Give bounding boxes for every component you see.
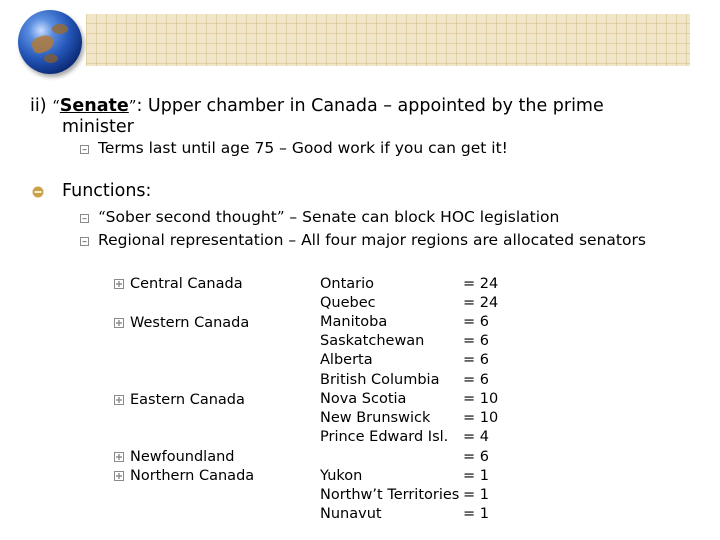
region-bullet-icon (114, 279, 123, 288)
quoted-phrase: Sober second thought (105, 208, 277, 226)
region-label: Western Canada (130, 315, 250, 331)
seat-count: = 6 (463, 333, 489, 349)
seat-count: = 1 (463, 506, 489, 522)
round-bullet-icon (32, 186, 44, 198)
functions-title: Functions: (62, 181, 152, 201)
seat-count: = 1 (463, 468, 489, 484)
region-label: Eastern Canada (130, 392, 245, 408)
province-name: Manitoba (320, 314, 388, 330)
seat-count: = 6 (463, 372, 489, 388)
province-name: British Columbia (320, 372, 440, 388)
square-bullet-icon (80, 214, 89, 223)
seat-count: = 24 (463, 276, 499, 292)
heading-rest: : Upper chamber in Canada – appointed by the prime (136, 96, 604, 116)
square-bullet-icon (80, 237, 89, 246)
seat-count: = 1 (463, 487, 489, 503)
province-name: Alberta (320, 352, 373, 368)
open-quote: “ (98, 208, 106, 226)
province-name: Prince Edward Isl. (320, 429, 449, 445)
function-bullet-2: Regional representation – All four major regions are allocated senators (98, 231, 646, 249)
region-label: Newfoundland (130, 449, 235, 465)
open-quote: “ (52, 97, 60, 115)
province-name: Ontario (320, 276, 375, 292)
senate-heading (30, 96, 604, 116)
function-bullet-1 (98, 208, 559, 226)
province-name: New Brunswick (320, 410, 431, 426)
province-name: Saskatchewan (320, 333, 425, 349)
senate-heading-line2: minister (62, 117, 134, 137)
globe-logo (18, 10, 82, 74)
close-quote: ” (276, 208, 285, 226)
heading-prefix: ii) (30, 96, 53, 116)
header-banner (86, 14, 690, 66)
province-name: Nunavut (320, 506, 382, 522)
region-bullet-icon (114, 318, 123, 327)
region-bullet-icon (114, 395, 123, 404)
seat-count: = 24 (463, 295, 499, 311)
seat-count: = 10 (463, 410, 499, 426)
seat-count: = 6 (463, 352, 489, 368)
province-name: Yukon (320, 468, 363, 484)
region-bullet-icon (114, 452, 123, 461)
region-bullet-icon (114, 471, 123, 480)
region-label: Central Canada (130, 276, 243, 292)
province-name: Quebec (320, 295, 376, 311)
province-name: Northw’t Territories (320, 487, 460, 503)
bullet-1-rest: – Senate can block HOC legislation (284, 208, 560, 226)
square-bullet-icon (80, 145, 89, 154)
region-label: Northern Canada (130, 468, 255, 484)
seat-count: = 6 (463, 449, 489, 465)
senate-term: Senate (59, 96, 129, 116)
seat-count: = 4 (463, 429, 489, 445)
close-quote: ” (128, 97, 137, 115)
seat-count: = 10 (463, 391, 499, 407)
seat-count: = 6 (463, 314, 489, 330)
province-name: Nova Scotia (320, 391, 407, 407)
terms-text: Terms last until age 75 – Good work if you can get it! (98, 139, 508, 157)
